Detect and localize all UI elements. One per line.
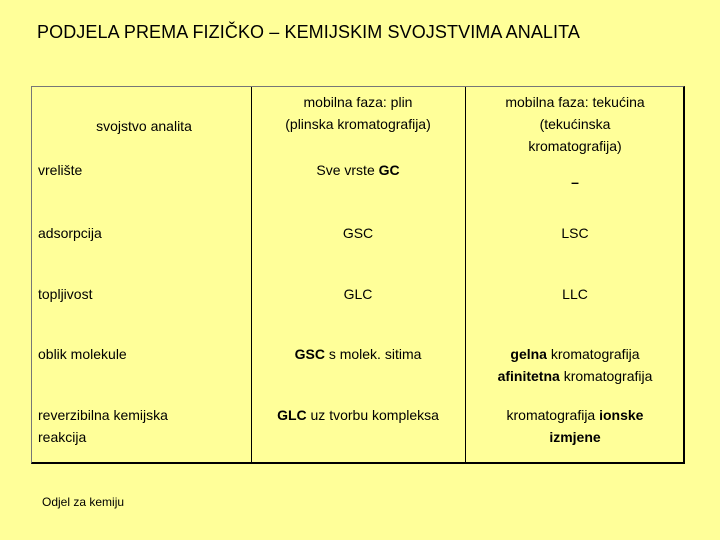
header-liquid-line: (tekućinska bbox=[539, 116, 611, 132]
text: s molek. sitima bbox=[324, 346, 422, 362]
text-bold: GSC bbox=[294, 346, 325, 362]
row-property-line: reverzibilna kemijska bbox=[38, 407, 168, 423]
row-liquid bbox=[466, 343, 684, 387]
row-gas: GSC bbox=[342, 225, 374, 241]
text-bold: izmjene bbox=[549, 429, 601, 445]
text-bold: GLC bbox=[277, 407, 307, 423]
header-gas-line: (plinska kromatografija) bbox=[285, 116, 431, 132]
row-gas bbox=[251, 343, 465, 365]
row-property bbox=[38, 404, 250, 448]
text: uz tvorbu kompleksa bbox=[306, 407, 439, 423]
header-gas-line: mobilna faza: plin bbox=[303, 94, 413, 110]
text: Sve vrste bbox=[316, 162, 379, 178]
text: kromatografija bbox=[559, 368, 653, 384]
header-liquid-line: kromatografija) bbox=[528, 138, 622, 154]
page-title: PODJELA PREMA FIZIČKO – KEMIJSKIM SVOJSTVIMA ANALITA bbox=[37, 22, 581, 42]
row-property: oblik molekule bbox=[38, 346, 127, 362]
row-property: topljivost bbox=[38, 286, 93, 302]
footer-label: Odjel za kemiju bbox=[42, 495, 125, 509]
row-liquid: LLC bbox=[562, 286, 588, 302]
text-bold: gelna bbox=[510, 346, 547, 362]
classification-table bbox=[31, 86, 685, 464]
header-property: svojstvo analita bbox=[96, 118, 192, 134]
row-liquid: LSC bbox=[561, 225, 589, 241]
text-bold: ionske bbox=[599, 407, 644, 423]
row-liquid: – bbox=[571, 174, 579, 190]
row-gas bbox=[251, 159, 465, 181]
text: kromatografija bbox=[506, 407, 600, 423]
row-property: vrelište bbox=[38, 162, 83, 178]
header-liquid bbox=[466, 91, 684, 157]
text-bold: afinitetna bbox=[497, 368, 560, 384]
header-gas bbox=[251, 91, 465, 135]
text: kromatografija bbox=[546, 346, 640, 362]
row-property: adsorpcija bbox=[38, 225, 102, 241]
row-property-line: reakcija bbox=[38, 429, 87, 445]
text-bold: GC bbox=[378, 162, 400, 178]
row-liquid bbox=[466, 404, 684, 448]
header-liquid-line: mobilna faza: tekućina bbox=[505, 94, 645, 110]
row-gas bbox=[251, 404, 465, 426]
row-gas: GLC bbox=[343, 286, 373, 302]
